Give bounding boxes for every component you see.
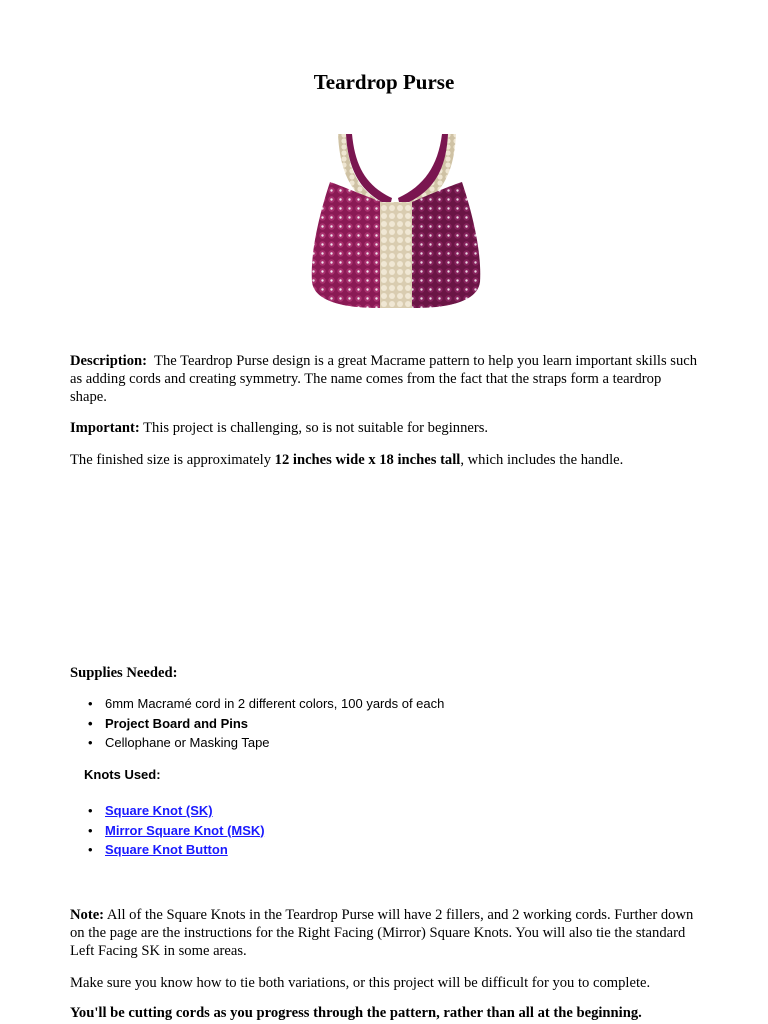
make-sure-paragraph: Make sure you know how to tie both variations, or this project will be difficult for you to complete. bbox=[70, 975, 651, 991]
list-item bbox=[70, 714, 700, 734]
supply-item-label: 6mm Macramé cord in 2 different colors, 100 yards of each bbox=[105, 696, 445, 711]
list-item bbox=[70, 821, 700, 841]
description-paragraph bbox=[70, 352, 700, 406]
size-suffix: , which includes the handle. bbox=[460, 452, 624, 468]
knot-link-mirror-square-knot[interactable]: Mirror Square Knot (MSK) bbox=[105, 822, 265, 838]
supply-item-label: Project Board and Pins bbox=[105, 715, 249, 731]
list-item bbox=[70, 694, 700, 714]
list-item bbox=[70, 801, 700, 821]
supplies-list bbox=[70, 694, 700, 753]
description-text: The Teardrop Purse design is a great Macrame pattern to help you learn important skills such as adding cords and creating symmetry. The name comes from the fact that the straps form a teardrop shape. bbox=[70, 353, 698, 405]
knot-link-square-knot-button[interactable]: Square Knot Button bbox=[105, 842, 228, 857]
size-paragraph bbox=[70, 451, 700, 469]
size-prefix: The finished size is approximately bbox=[70, 452, 272, 468]
macrame-purse-photo-icon bbox=[300, 132, 490, 312]
supply-item-label: Cellophane or Masking Tape bbox=[105, 735, 270, 750]
supplies-heading-paragraph bbox=[70, 664, 700, 682]
size-bold: 12 inches wide x 18 inches tall bbox=[274, 452, 461, 468]
knot-link-square-knot[interactable]: Square Knot (SK) bbox=[105, 803, 213, 818]
cutting-paragraph: You'll be cutting cords as you progress through the pattern, rather than all at the beginning. bbox=[70, 1005, 642, 1021]
knots-list bbox=[70, 801, 700, 860]
important-paragraph bbox=[70, 419, 700, 437]
note-label: Note: bbox=[70, 907, 105, 923]
knots-heading: Knots Used: bbox=[84, 767, 161, 782]
important-label: Important: bbox=[70, 420, 140, 436]
important-text: This project is challenging, so is not suitable for beginners. bbox=[143, 420, 489, 436]
purse-photo bbox=[300, 132, 490, 312]
list-item bbox=[70, 840, 700, 860]
page-title: Teardrop Purse bbox=[313, 70, 455, 94]
supplies-heading: Supplies Needed: bbox=[70, 665, 178, 681]
note-text: All of the Square Knots in the Teardrop Purse will have 2 fillers, and 2 working cords. Further down on the page are the instructions for the Right Facing (Mirror) Square Knots. You will also tie the standard Left Facing SK in some areas. bbox=[70, 907, 694, 959]
note-paragraph bbox=[70, 906, 695, 960]
list-item bbox=[70, 733, 700, 753]
description-label: Description: bbox=[70, 353, 148, 369]
